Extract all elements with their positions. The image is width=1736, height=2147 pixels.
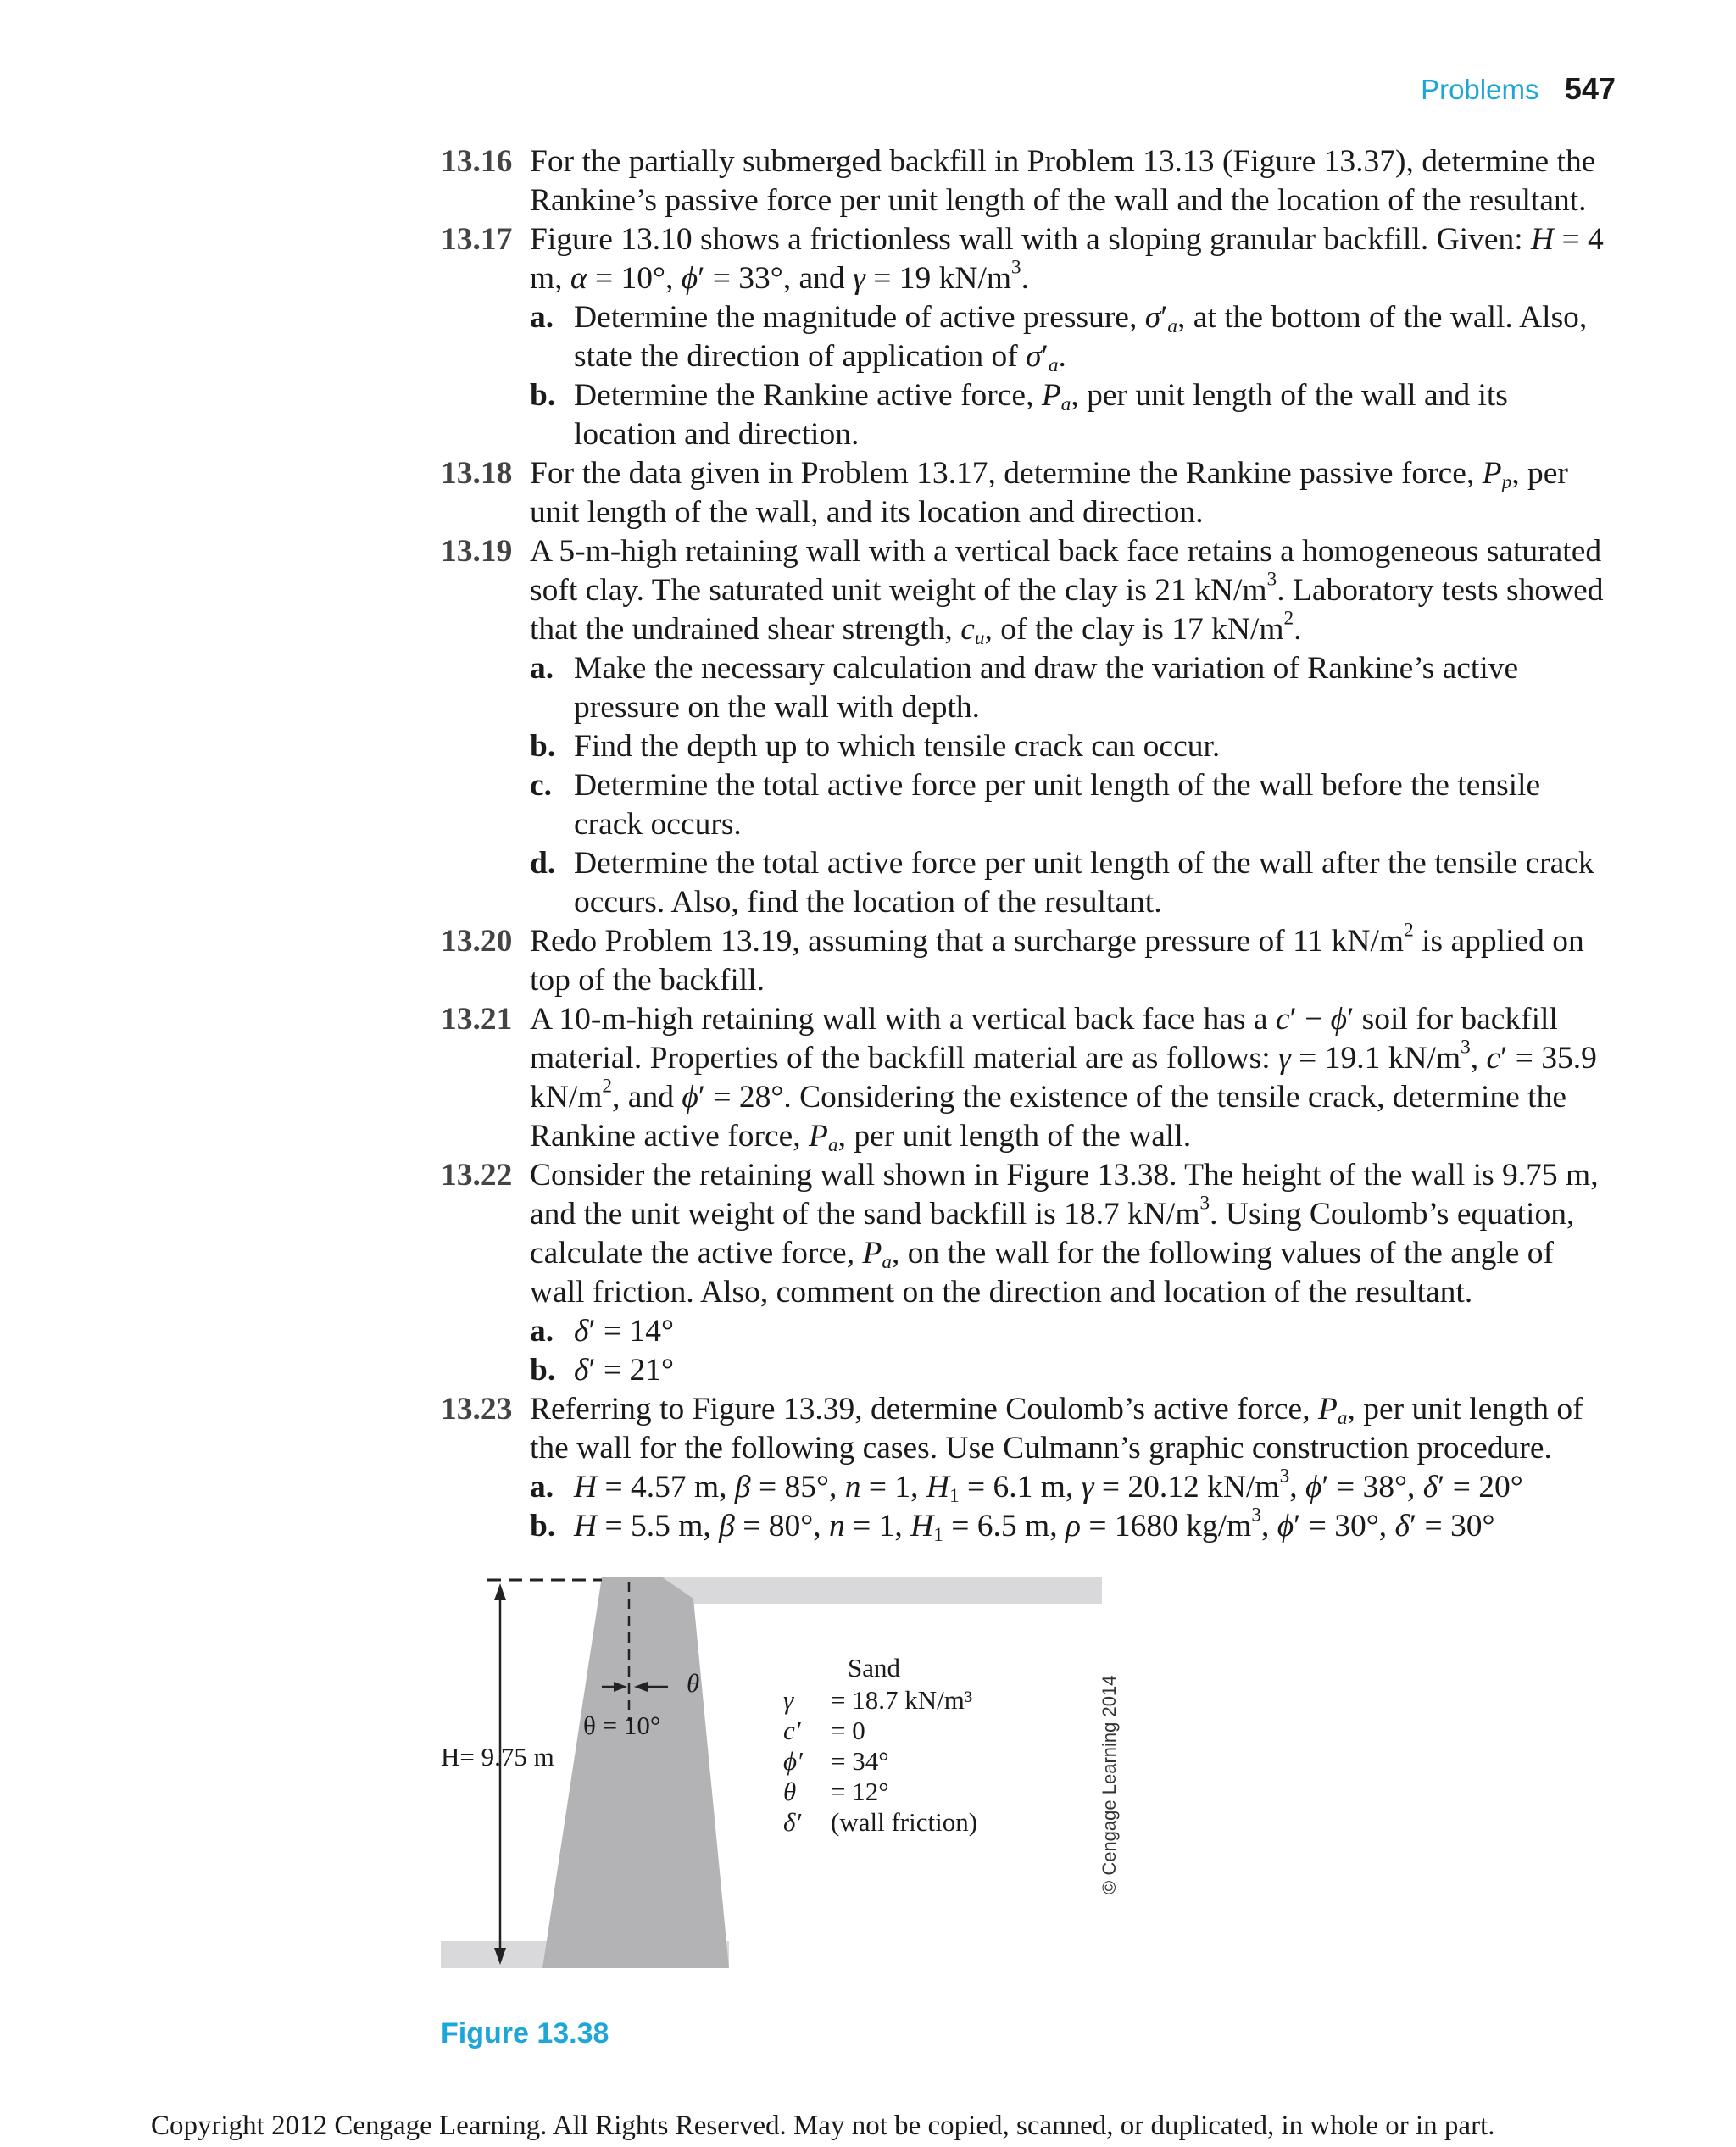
problem-part [530, 649, 1611, 727]
problem-item [441, 454, 1611, 532]
problem-statement: Referring to Figure 13.39, determine Coulomb’s active force, $P_a$, per unit length of the wall for the following cases. Use Culmann’s graphic construction procedure. [530, 1392, 1583, 1466]
property-value: (wall friction) [831, 1807, 978, 1837]
problem-list [441, 142, 1611, 1546]
height-arrow-top [494, 1583, 506, 1600]
problem-part [530, 1351, 1611, 1390]
part-label: b. [530, 378, 556, 413]
soil-property [783, 1807, 977, 1838]
image-credit: © Cengage Learning 2014 [1099, 1675, 1120, 1894]
problem-statement: Consider the retaining wall shown in Figure 13.38. The height of the wall is 9.75 m, and the unit weight of the sand backfill is 18.7 $kN/m^3$. Using Coulomb’s equation, calculate the active force, $P_a$, on the wall for the following values of the angle of wall friction. Also, comment on the direction and location of the resultant. [530, 1158, 1599, 1310]
problem-statement: Figure 13.10 shows a frictionless wall with a sloping granular backfill. Given: H = 4 m, α = 10°, ϕ′ = 33°, and γ = 19 $kN/m^3$. [530, 222, 1604, 296]
part-text: δ′ = 14° [574, 1314, 675, 1349]
figure-caption: Figure 13.38 [441, 2017, 609, 2050]
part-label: a. [530, 1470, 554, 1505]
part-text: Determine the total active force per unit length of the wall before the tensile crack occurs. [574, 768, 1541, 842]
height-label: H= 9.75 m [441, 1742, 554, 1772]
problem-statement: For the partially submerged backfill in Problem 13.13 (Figure 13.37), determine the Rankine’s passive force per unit length of the wall and the location of the resultant. [530, 144, 1596, 218]
soil-label: Sand [848, 1653, 900, 1683]
problem-number: 13.21 [441, 1002, 513, 1037]
property-symbol: ϕ′ [783, 1746, 803, 1776]
problem-part [530, 844, 1611, 922]
problem-number: 13.22 [441, 1158, 513, 1193]
property-value: = 12° [831, 1777, 889, 1806]
theta-value-label: θ = 10° [583, 1710, 661, 1740]
running-header [1421, 71, 1616, 107]
problem-part [530, 1312, 1611, 1351]
page-number: 547 [1564, 71, 1616, 106]
problem-part [530, 1504, 1611, 1546]
problem-item [441, 220, 1611, 454]
part-text: H = 5.5 m, β = 80°, n = 1, $H_1 = 6.5$ m, ρ = 1680 $kg/m^3$, ϕ′ = 30°, δ′ = 30° [574, 1504, 1495, 1546]
problem-part [530, 727, 1611, 766]
problem-statement: A 5-m-high retaining wall with a vertical back face retains a homogeneous saturated soft clay. The saturated unit weight of the clay is 21 $kN/m^3$. Laboratory tests showed that the undrained shear strength, $c_u$, of the clay is 17 $kN/m^2$. [530, 534, 1604, 649]
problem-item [441, 1390, 1611, 1546]
property-symbol: δ′ [783, 1807, 802, 1837]
part-text: H = 4.57 m, β = 85°, n = 1, $H_1 = 6.1$ m, γ = 20.12 $kN/m^3$, ϕ′ = 38°, δ′ = 20° [574, 1465, 1523, 1507]
problem-statement: A 10-m-high retaining wall with a vertical back face has a c′ − ϕ′ soil for backfill material. Properties of the backfill material are as follows: γ = 19.1 $kN/m^3$, c′ = 35.9 $kN/m^2$, and ϕ′ = 28°. Considering the existence of the tensile crack, determine the Rankine active force, $P_a$, per unit length of the wall. [530, 1002, 1597, 1156]
part-text: Determine the Rankine active force, $P_a$, per unit length of the wall and its location and direction. [574, 378, 1508, 452]
part-label: d. [530, 846, 556, 881]
problem-part [530, 766, 1611, 844]
part-text: Determine the magnitude of active pressure, $\sigma'_a$, at the bottom of the wall. Also, state the direction of application of $\sigma'_a$. [574, 300, 1588, 376]
problem-number: 13.17 [441, 222, 513, 257]
problem-item [441, 532, 1611, 922]
part-label: a. [530, 300, 554, 335]
problem-part [530, 1465, 1611, 1507]
property-value: = 0 [831, 1716, 865, 1745]
part-text: Make the necessary calculation and draw the variation of Rankine’s active pressure on the wall with depth. [574, 651, 1519, 725]
problem-number: 13.16 [441, 144, 513, 179]
problem-item [441, 1000, 1611, 1156]
soil-property [783, 1685, 977, 1716]
property-symbol: θ [783, 1777, 797, 1806]
soil-property [783, 1777, 977, 1807]
problem-number: 13.18 [441, 456, 513, 491]
part-label: a. [530, 1314, 554, 1349]
part-label: b. [530, 729, 556, 764]
property-value: = 34° [831, 1746, 889, 1776]
property-symbol: c′ [783, 1716, 801, 1745]
soil-property [783, 1716, 977, 1746]
problem-part [530, 298, 1611, 376]
problem-item [441, 919, 1611, 1000]
copyright-footer: Copyright 2012 Cengage Learning. All Rights Reserved. May not be copied, scanned, or duplicated, in whole or in part. [151, 2111, 1495, 2141]
problem-number: 13.23 [441, 1392, 513, 1427]
property-symbol: γ [783, 1685, 794, 1715]
part-label: a. [530, 651, 554, 686]
part-text: Determine the total active force per unit length of the wall after the tensile crack occurs. Also, find the location of the resultant. [574, 846, 1594, 920]
property-value: = 18.7 kN/m³ [831, 1685, 973, 1715]
problem-statement: Redo Problem 13.19, assuming that a surcharge pressure of 11 $kN/m^2$ is applied on top of the backfill. [530, 919, 1584, 998]
part-label: c. [530, 768, 553, 803]
problem-number: 13.19 [441, 534, 513, 569]
part-text: δ′ = 21° [574, 1353, 675, 1388]
problem-item [441, 1156, 1611, 1390]
section-title: Problems [1421, 74, 1539, 105]
problem-item [441, 142, 1611, 220]
theta-symbol-label: θ [687, 1668, 700, 1698]
figure-13-38 [441, 1577, 1204, 2000]
retaining-wall [542, 1577, 729, 1968]
problem-statement: For the data given in Problem 13.17, determine the Rankine passive force, $P_p$, per unit length of the wall, and its location and direction. [530, 456, 1568, 530]
part-text: Find the depth up to which tensile crack can occur. [574, 729, 1221, 764]
soil-property [783, 1746, 977, 1777]
soil-properties [783, 1685, 977, 1838]
part-label: b. [530, 1353, 556, 1388]
problem-number: 13.20 [441, 924, 513, 959]
backfill-surface [661, 1577, 1102, 1604]
problem-part [530, 376, 1611, 454]
part-label: b. [530, 1509, 556, 1544]
